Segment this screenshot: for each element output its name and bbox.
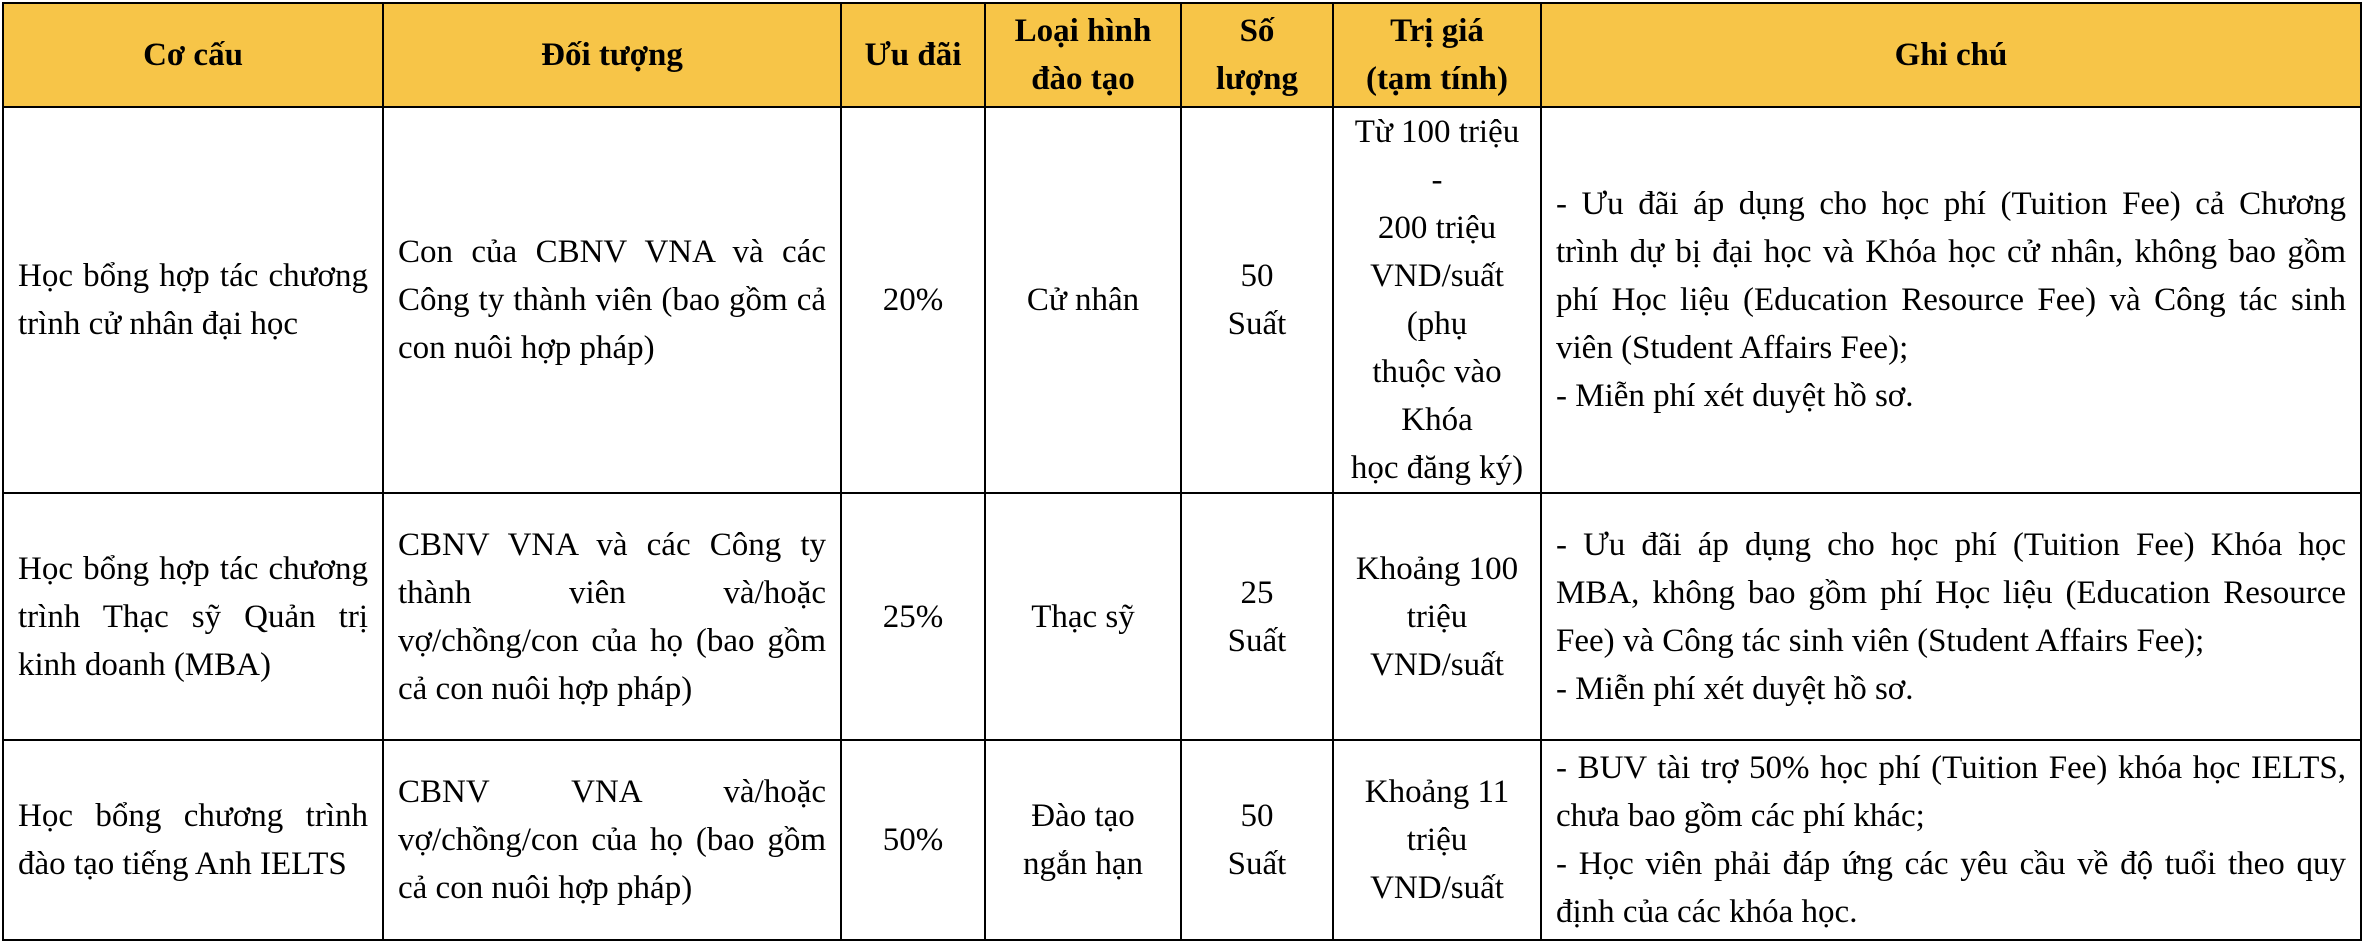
header-value: Trị giá (tạm tính)	[1333, 3, 1541, 107]
cell-quantity: 25 Suất	[1181, 493, 1333, 740]
header-training-type: Loại hình đào tạo	[985, 3, 1181, 107]
cell-note: - BUV tài trợ 50% học phí (Tuition Fee) khóa học IELTS, chưa bao gồm các phí khác; - Học viên phải đáp ứng các yêu cầu về độ tuổi theo quy định của các khóa học.	[1541, 740, 2361, 940]
cell-training-type: Đào tạo ngắn hạn	[985, 740, 1181, 940]
cell-training-type: Thạc sỹ	[985, 493, 1181, 740]
cell-discount: 25%	[841, 493, 985, 740]
cell-target: CBNV VNA và các Công ty thành viên và/hoặc vợ/chồng/con của họ (bao gồm cả con nuôi hợp pháp)	[383, 493, 841, 740]
cell-discount: 50%	[841, 740, 985, 940]
cell-value: Từ 100 triệu - 200 triệu VND/suất (phụ thuộc vào Khóa học đăng ký)	[1333, 107, 1541, 493]
table-row	[3, 493, 2361, 740]
header-target: Đối tượng	[383, 3, 841, 107]
cell-target: CBNV VNA và/hoặc vợ/chồng/con của họ (bao gồm cả con nuôi hợp pháp)	[383, 740, 841, 940]
cell-discount: 20%	[841, 107, 985, 493]
header-quantity: Số lượng	[1181, 3, 1333, 107]
cell-note: - Ưu đãi áp dụng cho học phí (Tuition Fee) Khóa học MBA, không bao gồm phí Học liệu (Education Resource Fee) và Công tác sinh viên (Student Affairs Fee); - Miễn phí xét duyệt hồ sơ.	[1541, 493, 2361, 740]
cell-training-type: Cử nhân	[985, 107, 1181, 493]
table-row	[3, 107, 2361, 493]
scholarship-table	[2, 2, 2362, 941]
header-structure: Cơ cấu	[3, 3, 383, 107]
cell-note: - Ưu đãi áp dụng cho học phí (Tuition Fee) cả Chương trình dự bị đại học và Khóa học cử nhân, không bao gồm phí Học liệu (Education Resource Fee) và Công tác sinh viên (Student Affairs Fee); - Miễn phí xét duyệt hồ sơ.	[1541, 107, 2361, 493]
cell-quantity: 50 Suất	[1181, 107, 1333, 493]
cell-value: Khoảng 100 triệu VND/suất	[1333, 493, 1541, 740]
cell-quantity: 50 Suất	[1181, 740, 1333, 940]
cell-structure: Học bổng chương trình đào tạo tiếng Anh IELTS	[3, 740, 383, 940]
table-row	[3, 740, 2361, 940]
cell-structure: Học bổng hợp tác chương trình Thạc sỹ Quản trị kinh doanh (MBA)	[3, 493, 383, 740]
header-note: Ghi chú	[1541, 3, 2361, 107]
cell-target: Con của CBNV VNA và các Công ty thành viên (bao gồm cả con nuôi hợp pháp)	[383, 107, 841, 493]
header-discount: Ưu đãi	[841, 3, 985, 107]
cell-structure: Học bổng hợp tác chương trình cử nhân đại học	[3, 107, 383, 493]
header-row	[3, 3, 2361, 107]
cell-value: Khoảng 11 triệu VND/suất	[1333, 740, 1541, 940]
